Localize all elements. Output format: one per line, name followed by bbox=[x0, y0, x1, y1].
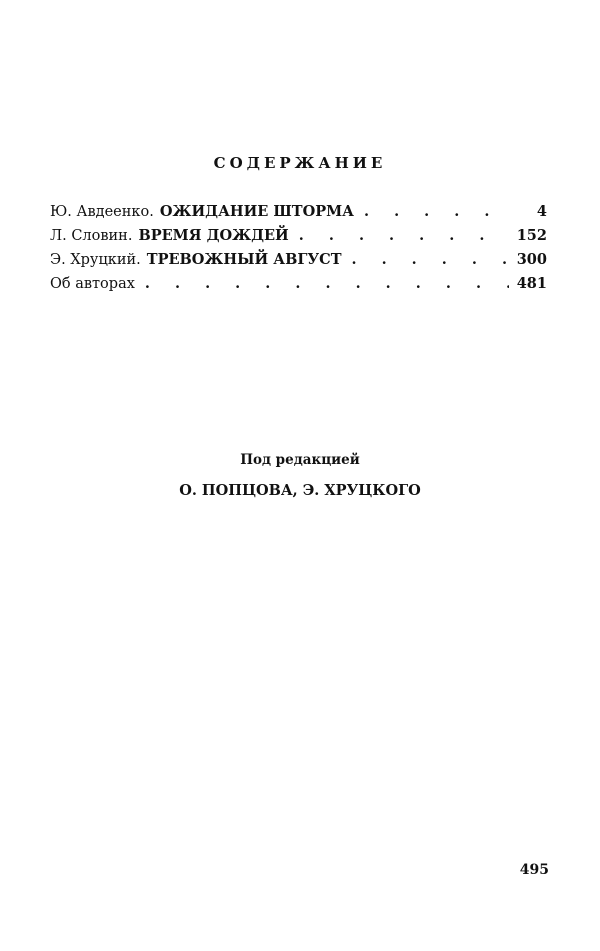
toc-entry-page: 152 bbox=[516, 227, 547, 244]
toc-entry-work: ВРЕМЯ ДОЖДЕЙ bbox=[138, 227, 289, 244]
toc-dot-leader bbox=[299, 224, 509, 248]
toc-entry bbox=[50, 272, 547, 296]
toc-entry-work: ТРЕВОЖНЫЙ АВГУСТ bbox=[146, 251, 342, 268]
toc-dot-leader bbox=[145, 272, 509, 296]
toc-dot-leader bbox=[364, 200, 509, 224]
toc-entry-author: Ю. Авдеенко. bbox=[50, 204, 154, 220]
table-of-contents bbox=[50, 200, 547, 296]
editors-names: О. ПОПЦОВА, Э. ХРУЦКОГО bbox=[179, 482, 421, 499]
toc-entry-page: 4 bbox=[536, 203, 547, 220]
toc-entry-work: ОЖИДАНИЕ ШТОРМА bbox=[159, 203, 354, 220]
toc-title: СОДЕРЖАНИЕ bbox=[213, 154, 387, 172]
toc-dot-leader bbox=[351, 248, 508, 272]
toc-entry bbox=[50, 200, 547, 224]
toc-entry-author: Л. Словин. bbox=[50, 228, 133, 244]
page-number: 495 bbox=[519, 862, 549, 878]
toc-entry bbox=[50, 224, 547, 248]
toc-entry-page: 300 bbox=[516, 251, 547, 268]
editors-label: Под редакцией bbox=[240, 452, 360, 468]
toc-entry-author: Об авторах bbox=[50, 276, 135, 292]
toc-entry-author: Э. Хруцкий. bbox=[50, 252, 141, 268]
toc-entry-page: 481 bbox=[516, 275, 547, 292]
toc-entry bbox=[50, 248, 547, 272]
